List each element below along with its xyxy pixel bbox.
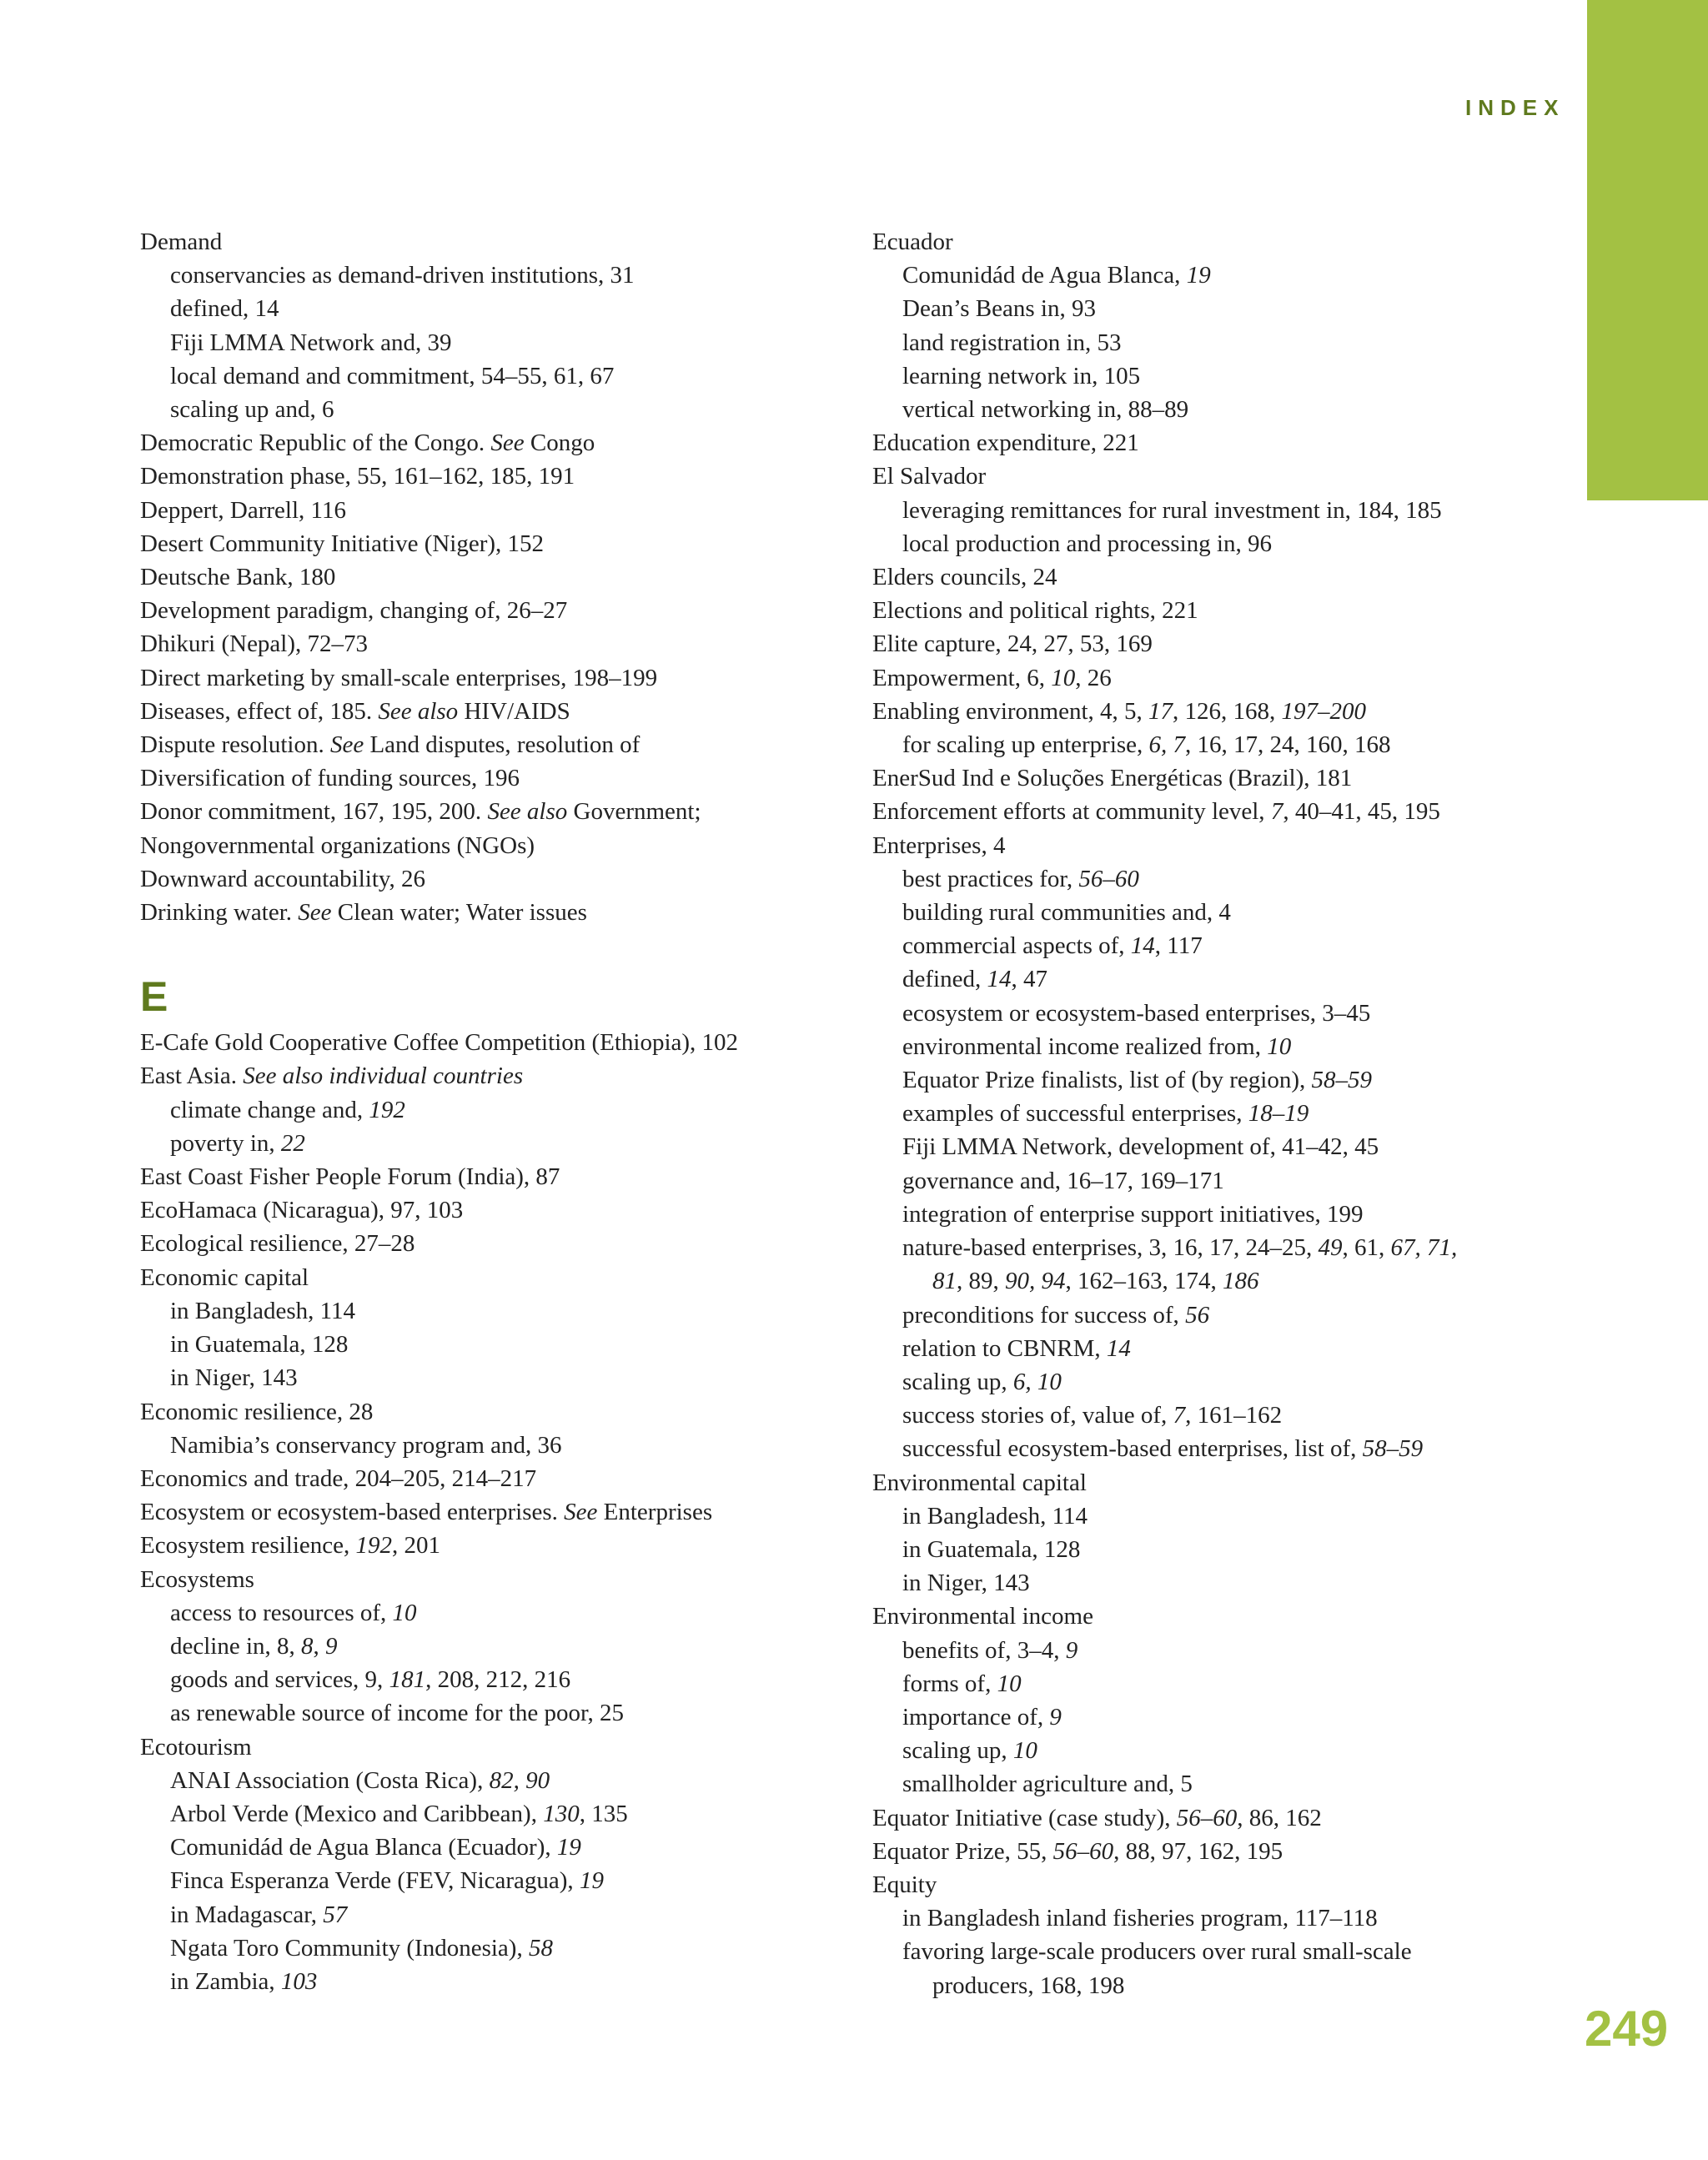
index-subentry	[872, 1734, 1623, 1767]
index-column-left	[140, 225, 891, 1998]
entry-text: in Madagascar,	[170, 1901, 324, 1928]
entry-text: Elections and political rights, 221	[872, 597, 1198, 625]
entry-text: Dhikuri (Nepal), 72–73	[140, 630, 369, 658]
entry-text: See also	[378, 697, 459, 725]
entry-text: ,	[313, 1632, 326, 1660]
index-subentry	[872, 1097, 1623, 1130]
entry-text: 67, 71,	[1390, 1234, 1458, 1262]
entry-text: 58–59	[1362, 1435, 1424, 1463]
entry-text: , 86, 162	[1237, 1804, 1322, 1831]
entry-text: 9	[1065, 1636, 1078, 1664]
entry-text: HIV/AIDS	[458, 697, 570, 725]
entry-text: See also	[487, 798, 568, 826]
index-entry	[140, 225, 891, 259]
entry-text: defined, 14	[170, 295, 279, 323]
entry-text: 14	[1130, 932, 1155, 960]
index-entry	[140, 1462, 891, 1495]
entry-text: nature-based enterprises, 3, 16, 17, 24–25,	[902, 1234, 1319, 1262]
entry-text: ANAI Association (Costa Rica),	[170, 1766, 490, 1794]
entry-text: Enterprises	[597, 1499, 713, 1526]
index-subentry	[872, 1667, 1623, 1700]
entry-text: 9	[325, 1632, 338, 1660]
entry-text: 14	[987, 966, 1012, 993]
entry-text: access to resources of,	[170, 1599, 393, 1626]
entry-text: 19	[556, 1834, 581, 1861]
entry-text: favoring large-scale producers over rural small-scale	[902, 1938, 1412, 1966]
index-subentry	[872, 1901, 1623, 1935]
index-subentry	[872, 1332, 1623, 1365]
entry-text: scaling up,	[902, 1368, 1013, 1395]
entry-text: 9	[1049, 1703, 1062, 1731]
entry-text: Ecosystem resilience,	[140, 1532, 356, 1560]
index-subentry	[872, 259, 1623, 292]
entry-text: Fiji LMMA Network and, 39	[170, 329, 452, 356]
index-subentry	[872, 1164, 1623, 1198]
index-subentry	[872, 1935, 1623, 1968]
index-subentry	[140, 326, 891, 359]
entry-text: poverty in,	[170, 1129, 281, 1157]
index-subentry	[872, 1030, 1623, 1063]
entry-text: 181	[389, 1666, 426, 1694]
index-subentry	[140, 1596, 891, 1630]
index-subentry	[872, 1130, 1623, 1163]
entry-text: , 117	[1154, 932, 1203, 960]
entry-text: 90, 94	[1005, 1268, 1066, 1295]
index-entry	[140, 695, 891, 728]
entry-text: East Coast Fisher People Forum (India), 87	[140, 1163, 560, 1191]
entry-text: land registration in, 53	[902, 329, 1122, 356]
entry-text: environmental income realized from,	[902, 1032, 1268, 1060]
entry-text: , 26	[1075, 664, 1112, 691]
entry-text: El Salvador	[872, 463, 987, 490]
index-subentry	[872, 862, 1623, 896]
entry-text: Dispute resolution.	[140, 731, 330, 759]
entry-text: Downward accountability, 26	[140, 865, 425, 892]
entry-text: benefits of, 3–4,	[902, 1636, 1066, 1664]
entry-text: Arbol Verde (Mexico and Caribbean),	[170, 1800, 544, 1827]
index-entry	[140, 1059, 891, 1093]
entry-text: , 16, 17, 24, 160, 168	[1185, 731, 1391, 759]
entry-text: , 47	[1011, 966, 1047, 993]
index-subentry	[872, 359, 1623, 393]
index-entry	[140, 1395, 891, 1429]
entry-text: relation to CBNRM,	[902, 1334, 1107, 1362]
entry-text: See	[329, 731, 364, 759]
entry-text: vertical networking in, 88–89	[902, 396, 1189, 424]
index-entry	[140, 426, 891, 460]
entry-text: Equator Prize finalists, list of (by region),	[902, 1067, 1312, 1094]
index-entry	[140, 627, 891, 661]
index-subentry	[140, 1965, 891, 1998]
entry-text: Donor commitment, 167, 195, 200.	[140, 798, 488, 826]
entry-text: Economics and trade, 204–205, 214–217	[140, 1464, 537, 1492]
entry-text: 6, 10	[1012, 1368, 1062, 1395]
entry-text: 57	[323, 1901, 348, 1928]
entry-text: Enabling environment, 4, 5,	[872, 697, 1149, 725]
entry-text: See	[298, 899, 332, 927]
index-subentry	[140, 1361, 891, 1394]
entry-text: 19	[579, 1867, 604, 1895]
index-subentry	[872, 1634, 1623, 1667]
index-entry	[872, 1600, 1623, 1633]
entry-text: 14	[1106, 1334, 1131, 1362]
index-entry	[140, 1529, 891, 1562]
entry-text: EcoHamaca (Nicaragua), 97, 103	[140, 1197, 464, 1224]
index-subentry	[872, 1700, 1623, 1734]
entry-text: learning network in, 105	[902, 362, 1141, 389]
entry-text: in Bangladesh, 114	[902, 1502, 1088, 1530]
index-entry	[872, 426, 1623, 460]
index-subentry	[872, 728, 1623, 761]
section-spacer	[140, 929, 891, 962]
entry-text: 192	[355, 1532, 392, 1560]
entry-text: East Asia.	[140, 1062, 244, 1090]
entry-text: local demand and commitment, 54–55, 61, 67	[170, 362, 615, 389]
entry-text: in Bangladesh, 114	[170, 1297, 356, 1324]
index-subentry	[140, 1093, 891, 1127]
entry-text: Dean’s Beans in, 93	[902, 295, 1096, 323]
entry-text: 10	[392, 1599, 417, 1626]
index-subentry	[872, 1198, 1623, 1231]
index-subentry	[872, 1264, 1623, 1298]
entry-text: Fiji LMMA Network, development of, 41–42, 45	[902, 1133, 1379, 1161]
index-entry	[140, 795, 891, 828]
entry-text: scaling up,	[902, 1737, 1013, 1765]
entry-text: 56–60	[1078, 865, 1139, 892]
index-entry	[872, 661, 1623, 695]
index-subentry	[140, 1630, 891, 1663]
index-entry	[140, 494, 891, 527]
entry-text: Finca Esperanza Verde (FEV, Nicaragua),	[170, 1867, 580, 1895]
entry-text: best practices for,	[902, 865, 1079, 892]
index-subentry	[872, 929, 1623, 962]
entry-text: 58	[528, 1934, 553, 1962]
entry-text: in Zambia,	[170, 1967, 281, 1995]
index-entry	[872, 594, 1623, 627]
entry-text: examples of successful enterprises,	[902, 1100, 1248, 1128]
entry-text: 56–60	[1052, 1837, 1114, 1865]
entry-text: defined,	[902, 966, 987, 993]
index-subentry	[872, 1365, 1623, 1399]
index-entry	[140, 527, 891, 560]
entry-text: Democratic Republic of the Congo.	[140, 429, 491, 457]
entry-text: Environmental capital	[872, 1469, 1087, 1496]
index-entry	[140, 862, 891, 896]
entry-text: for scaling up enterprise,	[902, 731, 1149, 759]
entry-text: local production and processing in, 96	[902, 530, 1272, 557]
entry-text: , 162–163, 174,	[1065, 1268, 1223, 1295]
entry-text: leveraging remittances for rural investment in, 184, 185	[902, 496, 1442, 524]
index-subentry	[140, 393, 891, 426]
index-entry	[140, 560, 891, 594]
entry-text: scaling up and, 6	[170, 396, 334, 424]
index-entry	[872, 627, 1623, 661]
index-entry	[872, 1801, 1623, 1835]
index-subentry	[872, 1767, 1623, 1801]
entry-text: ecosystem or ecosystem-based enterprises, 3–45	[902, 999, 1371, 1027]
index-entry	[872, 1868, 1623, 1901]
entry-text: 22	[280, 1129, 305, 1157]
entry-text: Equator Initiative (case study),	[872, 1804, 1177, 1831]
entry-text: Ecosystems	[140, 1565, 254, 1593]
index-subentry	[872, 997, 1623, 1030]
index-subentry	[140, 1797, 891, 1831]
entry-text: 130	[543, 1800, 580, 1827]
entry-text: smallholder agriculture and, 5	[902, 1771, 1193, 1798]
entry-text: Enforcement efforts at community level,	[872, 798, 1271, 826]
entry-text: producers, 168, 198	[932, 1972, 1125, 1999]
entry-text: 7	[1270, 798, 1284, 826]
index-entry	[140, 1495, 891, 1529]
entry-text: Land disputes, resolution of	[364, 731, 640, 759]
index-entry	[140, 661, 891, 695]
entry-text: , 135	[579, 1800, 628, 1827]
entry-text: in Niger, 143	[170, 1364, 298, 1392]
entry-text: Ecuador	[872, 229, 953, 255]
entry-text: 82, 90	[489, 1766, 550, 1794]
index-entry	[140, 1160, 891, 1193]
entry-text: Demonstration phase, 55, 161–162, 185, 191	[140, 463, 575, 490]
entry-text: 56–60	[1176, 1804, 1238, 1831]
section-letter-heading: E	[140, 973, 168, 1021]
entry-text: Ngata Toro Community (Indonesia),	[170, 1934, 529, 1962]
entry-text: 56	[1185, 1301, 1210, 1329]
entry-text: 186	[1223, 1268, 1259, 1295]
entry-text: 10	[997, 1670, 1022, 1697]
index-subentry	[140, 1931, 891, 1965]
index-subentry	[140, 259, 891, 292]
entry-text: , 61,	[1342, 1234, 1391, 1262]
index-entry	[872, 795, 1623, 828]
entry-text: Namibia’s conservancy program and, 36	[170, 1431, 562, 1459]
entry-text: , 126, 168,	[1173, 697, 1282, 725]
entry-text: governance and, 16–17, 169–171	[902, 1167, 1224, 1194]
index-subentry	[140, 1294, 891, 1328]
index-entry	[140, 1731, 891, 1764]
entry-text: , 89,	[957, 1268, 1005, 1295]
entry-text: E-Cafe Gold Cooperative Coffee Competition (Ethiopia), 102	[140, 1029, 739, 1057]
index-subentry	[872, 962, 1623, 996]
index-subentry	[872, 393, 1623, 426]
entry-text: Economic capital	[140, 1263, 309, 1291]
entry-text: Drinking water.	[140, 899, 299, 927]
index-subentry	[872, 1499, 1623, 1533]
index-subentry	[872, 1566, 1623, 1600]
index-subentry	[872, 326, 1623, 359]
entry-text: in Guatemala, 128	[170, 1331, 349, 1359]
index-entry	[140, 896, 891, 929]
entry-text: Demand	[140, 229, 223, 255]
entry-text: Direct marketing by small-scale enterprises, 198–199	[140, 664, 658, 691]
index-entry	[140, 829, 891, 862]
index-entry	[140, 761, 891, 795]
entry-text: Deutsche Bank, 180	[140, 564, 336, 591]
index-subentry	[872, 1063, 1623, 1097]
index-entry	[140, 1026, 891, 1059]
index-subentry	[872, 494, 1623, 527]
index-subentry	[140, 292, 891, 325]
index-entry	[140, 460, 891, 493]
entry-text: See	[490, 429, 525, 457]
entry-text: 10	[1051, 664, 1076, 691]
index-entry	[140, 728, 891, 761]
entry-text: importance of,	[902, 1703, 1050, 1731]
entry-text: 6, 7	[1148, 731, 1186, 759]
entry-text: Ecosystem or ecosystem-based enterprises.	[140, 1499, 565, 1526]
index-subentry	[872, 527, 1623, 560]
entry-text: 81	[932, 1268, 957, 1295]
index-entry	[872, 761, 1623, 795]
entry-text: , 201	[392, 1532, 440, 1560]
entry-text: decline in, 8,	[170, 1632, 302, 1660]
index-entry	[872, 1466, 1623, 1499]
index-subentry	[872, 292, 1623, 325]
page-number: 249	[1585, 2001, 1669, 2057]
entry-text: Equity	[872, 1871, 937, 1898]
entry-text: success stories of, value of,	[902, 1402, 1173, 1429]
entry-text: building rural communities and, 4	[902, 899, 1231, 927]
index-subentry	[140, 1696, 891, 1730]
entry-text: 58–59	[1311, 1067, 1372, 1094]
entry-text: Equator Prize, 55,	[872, 1837, 1053, 1865]
index-subentry	[872, 1231, 1623, 1264]
entry-text: 49	[1318, 1234, 1343, 1262]
running-head: INDEX	[1465, 95, 1565, 120]
entry-text: 197–200	[1281, 697, 1367, 725]
index-entry	[872, 225, 1623, 259]
entry-text: climate change and,	[170, 1096, 369, 1123]
entry-text: Diseases, effect of, 185.	[140, 697, 379, 725]
entry-text: 7	[1173, 1402, 1186, 1429]
entry-text: commercial aspects of,	[902, 932, 1131, 960]
index-subentry	[140, 1898, 891, 1931]
entry-text: Comunidád de Agua Blanca,	[902, 262, 1187, 289]
entry-text: 103	[280, 1967, 318, 1995]
entry-text: 192	[369, 1096, 405, 1123]
index-subentry	[872, 1969, 1623, 2002]
entry-text: 18–19	[1248, 1100, 1309, 1128]
index-entry	[140, 1563, 891, 1596]
entry-text: goods and services, 9,	[170, 1666, 389, 1694]
entry-text: Environmental income	[872, 1603, 1093, 1630]
entry-text: Government;	[567, 798, 701, 826]
entry-text: in Niger, 143	[902, 1570, 1030, 1597]
entry-text: Elite capture, 24, 27, 53, 169	[872, 630, 1153, 658]
entry-text: , 40–41, 45, 195	[1283, 798, 1440, 826]
index-entry	[872, 695, 1623, 728]
entry-text: conservancies as demand-driven institutions, 31	[170, 262, 635, 289]
entry-text: Diversification of funding sources, 196	[140, 765, 520, 792]
index-subentry	[872, 1432, 1623, 1465]
entry-text: Nongovernmental organizations (NGOs)	[140, 831, 535, 859]
index-subentry	[140, 1864, 891, 1897]
index-entry	[872, 1835, 1623, 1868]
entry-text: Congo	[524, 429, 595, 457]
index-subentry	[140, 1831, 891, 1864]
entry-text: See also individual countries	[243, 1062, 524, 1090]
entry-text: Ecological resilience, 27–28	[140, 1230, 415, 1258]
index-entry	[872, 829, 1623, 862]
index-subentry	[140, 1127, 891, 1160]
entry-text: 17	[1148, 697, 1173, 725]
index-subentry	[140, 359, 891, 393]
entry-text: Elders councils, 24	[872, 564, 1057, 591]
index-subentry	[140, 1429, 891, 1462]
entry-text: 10	[1012, 1737, 1037, 1765]
entry-text: Desert Community Initiative (Niger), 152	[140, 530, 545, 557]
entry-text: forms of,	[902, 1670, 997, 1697]
entry-text: , 208, 212, 216	[425, 1666, 571, 1694]
index-subentry	[140, 1764, 891, 1797]
entry-text: Comunidád de Agua Blanca (Ecuador),	[170, 1834, 557, 1861]
index-subentry	[140, 1663, 891, 1696]
index-subentry	[872, 1299, 1623, 1332]
index-entry	[140, 594, 891, 627]
index-entry	[140, 1193, 891, 1227]
entry-text: , 88, 97, 162, 195	[1113, 1837, 1284, 1865]
entry-text: Empowerment, 6,	[872, 664, 1052, 691]
index-entry	[872, 560, 1623, 594]
index-entry	[872, 460, 1623, 493]
entry-text: EnerSud Ind e Soluções Energéticas (Brazil), 181	[872, 765, 1353, 792]
entry-text: as renewable source of income for the poor, 25	[170, 1700, 624, 1727]
index-subentry	[872, 1533, 1623, 1566]
entry-text: 10	[1267, 1032, 1292, 1060]
entry-text: 8	[301, 1632, 314, 1660]
index-column-right	[872, 225, 1623, 2002]
index-entry	[140, 1261, 891, 1294]
entry-text: See	[564, 1499, 598, 1526]
entry-text: in Bangladesh inland fisheries program, 117–118	[902, 1905, 1378, 1932]
entry-text: , 161–162	[1185, 1402, 1283, 1429]
index-subentry	[140, 1328, 891, 1361]
entry-text: Education expenditure, 221	[872, 429, 1139, 457]
entry-text: Clean water; Water issues	[331, 899, 587, 927]
index-subentry	[872, 1399, 1623, 1432]
entry-text: successful ecosystem-based enterprises, list of,	[902, 1435, 1363, 1463]
entry-text: preconditions for success of,	[902, 1301, 1186, 1329]
entry-text: Ecotourism	[140, 1733, 252, 1761]
index-entry	[140, 1227, 891, 1260]
entry-text: Enterprises, 4	[872, 831, 1006, 859]
index-subentry	[872, 896, 1623, 929]
entry-text: Deppert, Darrell, 116	[140, 496, 346, 524]
entry-text: Economic resilience, 28	[140, 1398, 374, 1425]
entry-text: integration of enterprise support initiatives, 199	[902, 1200, 1364, 1228]
entry-text: Development paradigm, changing of, 26–27	[140, 597, 568, 625]
entry-text: in Guatemala, 128	[902, 1535, 1081, 1563]
entry-text: 19	[1186, 262, 1211, 289]
